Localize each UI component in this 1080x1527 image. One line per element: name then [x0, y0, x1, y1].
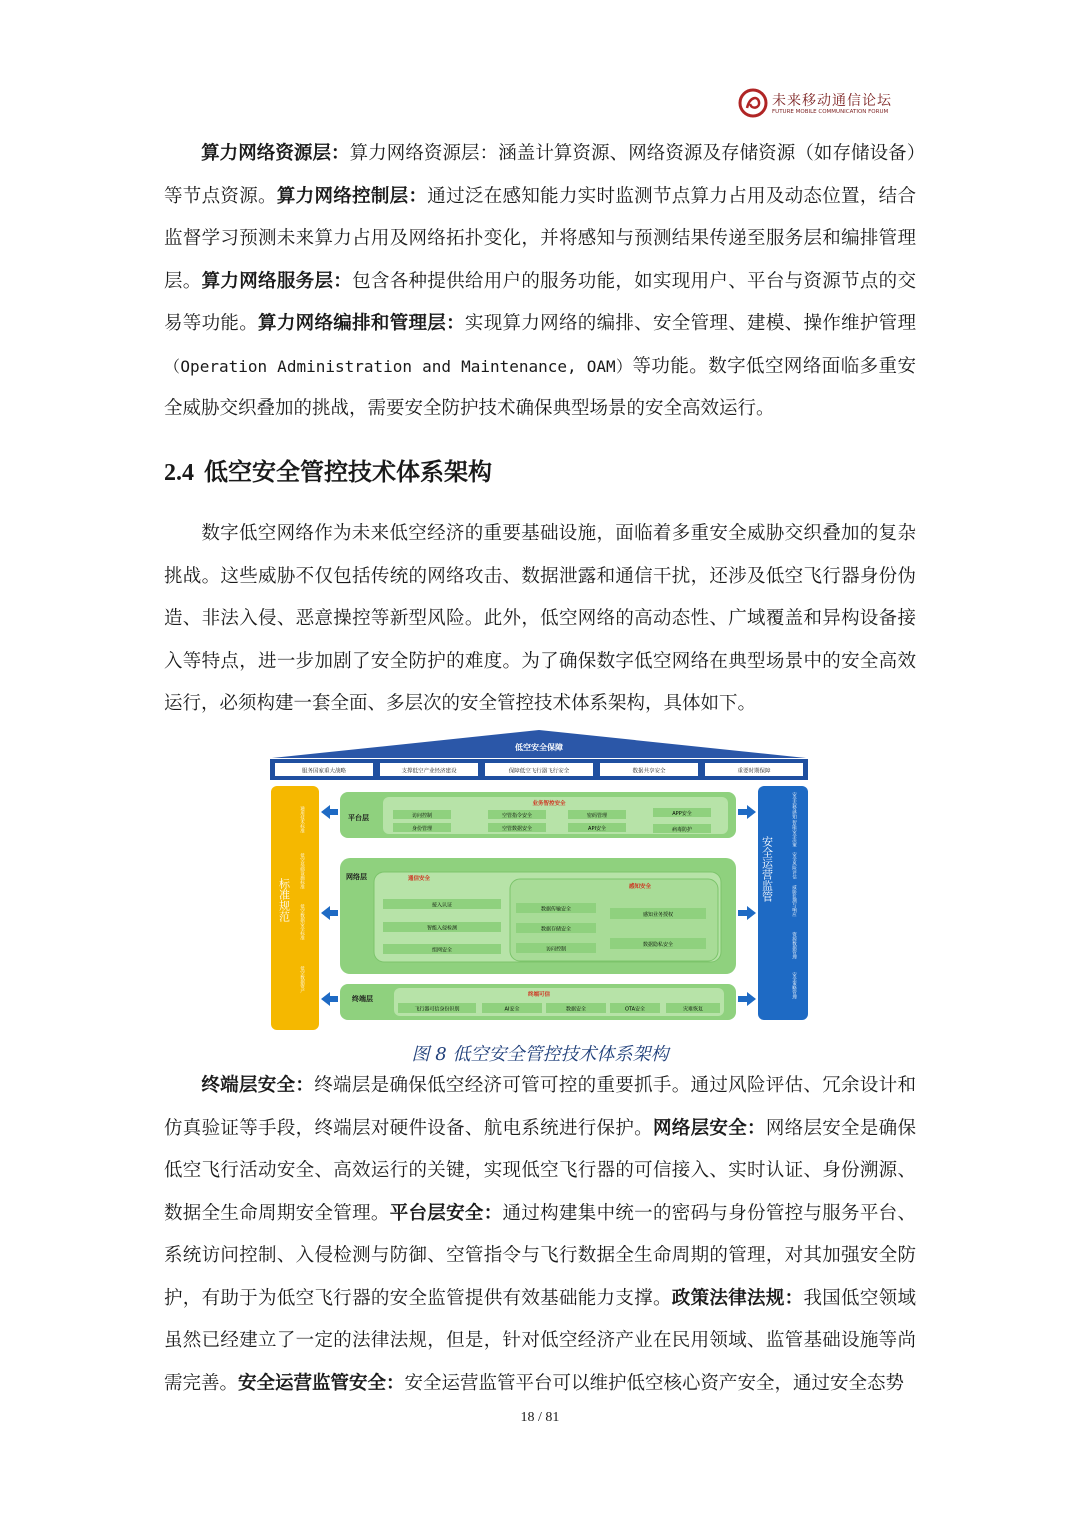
- arrows-right: [738, 805, 756, 1006]
- text-run: 安全运营监管平台可以维护低空核心资产安全，通过安全态势: [404, 1372, 905, 1394]
- terminal-items: [398, 1003, 720, 1013]
- right-small-text: 安全策略管理: [791, 972, 797, 999]
- roof-title: 低空安全保障: [515, 743, 563, 752]
- sense-item: 感知业务授权: [642, 912, 674, 918]
- paragraph-layer-security: [164, 1065, 916, 1405]
- sense-item: 数据隐私安全: [642, 942, 674, 948]
- section-number: 2.4: [164, 460, 194, 486]
- terminal-title: 终端可信: [527, 992, 551, 998]
- platform-title: 业务智控安全: [532, 801, 566, 807]
- terminal-item: AI安全: [504, 1006, 520, 1013]
- top-items: [275, 763, 803, 776]
- paragraph-architecture-intro: [164, 513, 916, 726]
- comm-security-title: 通信安全: [408, 876, 431, 882]
- left-small-text: 低空数据资产: [299, 966, 305, 993]
- data-item: 访问控制: [545, 946, 567, 953]
- section-heading: [164, 452, 492, 487]
- top-item: 重要时期保障: [737, 768, 771, 775]
- double-arrow-icon: [321, 992, 338, 1006]
- forum-logo-icon: [738, 88, 768, 118]
- arrows-left: [321, 805, 338, 1006]
- text-run: 算力网络资源层：涵盖计算资源、网络资源及存储资源（如存储设备）等节点资源。: [164, 143, 916, 207]
- sense-security-title: 感知安全: [628, 884, 652, 890]
- right-small-text: 安全态势感知: [791, 792, 797, 819]
- double-arrow-icon: [738, 992, 756, 1006]
- platform-layer-label: 平台层: [348, 814, 369, 822]
- comm-items: [383, 899, 501, 954]
- comm-item: 接入认证: [431, 902, 453, 909]
- terminal-item: 数据安全: [565, 1006, 587, 1013]
- top-item: 保障低空飞行器飞行安全: [508, 768, 570, 775]
- left-pillar-label: 标准规范: [277, 878, 291, 922]
- left-small-text: 低空基础设施标准: [299, 853, 305, 889]
- forum-logo: [738, 88, 898, 122]
- top-item: 支撑低空产业经济建设: [401, 768, 457, 775]
- text-run: 我国低空领域虽然已经建立了一定的法律法规，但是，针对低空经济产业在民用领域、监管基础设施等尚需完善。: [164, 1287, 916, 1394]
- architecture-diagram-svg: [268, 728, 810, 1034]
- term-platform-security: 平台层安全：: [389, 1202, 503, 1224]
- terminal-item: OTA安全: [624, 1006, 646, 1013]
- logo-text-en: FUTURE MOBILE COMMUNICATION FORUM: [772, 109, 889, 115]
- text-run: 通过构建集中统一的密码与身份管控与服务平台、系统访问控制、入侵检测与防御、空管指令与飞行数据全生命周期的管理，对其加强安全防护，有助于为低空飞行器的安全监管提供有效基础能力支撑。: [164, 1202, 916, 1309]
- term-control-layer: 算力网络控制层：: [276, 185, 428, 207]
- data-items: [516, 903, 596, 953]
- terminal-item: 飞行器可信身份识别: [414, 1006, 460, 1013]
- term-network-security: 网络层安全：: [652, 1117, 766, 1139]
- section-title-text: 低空安全管控技术体系架构: [204, 457, 492, 486]
- platform-item: 身份管理: [411, 826, 433, 832]
- platform-item: 访问控制: [411, 813, 433, 819]
- double-arrow-icon: [321, 906, 338, 920]
- right-pillar: [758, 786, 808, 1020]
- term-resource-layer: 算力网络资源层：: [201, 143, 350, 164]
- right-pillar-label: 安全运营监管: [760, 836, 774, 902]
- network-layer-label: 网络层: [346, 873, 367, 881]
- text-run-oam: （Operation Administration and Maintenance, OAM）: [164, 356, 633, 376]
- text-run: 实现算力网络的编排、安全管理、建模、操作维护管理: [464, 313, 916, 334]
- architecture-diagram: [268, 728, 810, 1034]
- left-small-text: 低空数据安全标准: [299, 904, 305, 940]
- terminal-item: 灾难恢复: [682, 1006, 704, 1013]
- term-service-layer: 算力网络服务层：: [201, 270, 353, 292]
- double-arrow-icon: [321, 805, 338, 819]
- right-small-text: 威胁监测与响应: [791, 885, 797, 917]
- comm-item: 智能入侵检测: [426, 925, 458, 932]
- platform-item: API安全: [588, 826, 606, 832]
- platform-item: 病毒防护: [671, 827, 693, 833]
- left-small-text: 通用技术标准: [299, 806, 305, 833]
- term-policy-law: 政策法律法规：: [671, 1287, 804, 1309]
- double-arrow-icon: [738, 906, 756, 920]
- figure-caption: 图 8 低空安全管控技术体系架构: [411, 1044, 669, 1065]
- term-orchestration-layer: 算力网络编排和管理层：: [258, 313, 465, 334]
- double-arrow-icon: [738, 805, 756, 819]
- paragraph-compute-network: [164, 133, 916, 431]
- text-run: 通过泛在感知能力实时监测节点算力占用及动态位置，结合监督学习预测未来算力占用及网络拓扑变化，并将感知与预测结果传递至服务层和编排管理层。: [164, 185, 916, 292]
- top-item: 服务国家重大战略: [301, 768, 347, 775]
- page-number: 18 / 81: [520, 1410, 560, 1425]
- text-run: 终端层是确保低空经济可管可控的重要抓手。通过风险评估、冗余设计和仿真验证等手段，终端层对硬件设备、航电系统进行保护。: [164, 1075, 916, 1139]
- right-small-text: 安全风险评估: [791, 852, 797, 879]
- right-small-text: 智能安全决策: [791, 820, 797, 847]
- text-run: 包含各种提供给用户的服务功能，如实现用户、平台与资源节点的交易等功能。: [164, 270, 916, 334]
- comm-item: 组网安全: [431, 947, 453, 954]
- text-run: 数字低空网络作为未来低空经济的重要基础设施，面临着多重安全威胁交织叠加的复杂挑战。这些威胁不仅包括传统的网络攻击、数据泄露和通信干扰，还涉及低空飞行器身份伪造、非法入侵、恶意操控等新型风险。此外，低空网络的高动态性、广域覆盖和异构设备接入等特点，进一步加剧了安全防护的难度。为了确保数字低空网络在典型场景中的安全高效运行，必须构建一套全面、多层次的安全管控技术体系架构，具体如下。: [164, 523, 916, 714]
- platform-item: 空管数据安全: [501, 826, 533, 832]
- terminal-layer-label: 终端层: [352, 995, 373, 1003]
- data-item: 数据存储安全: [540, 926, 572, 933]
- logo-text-cn: 未来移动通信论坛: [772, 93, 892, 109]
- term-terminal-security: 终端层安全：: [201, 1075, 315, 1096]
- platform-item: APP安全: [672, 811, 692, 817]
- right-small-text: 资源数据管理: [791, 932, 797, 959]
- platform-item: 密码管理: [586, 813, 608, 819]
- text-run: 等功能。数字低空网络面临多重安全威胁交织叠加的挑战，需要安全防护技术确保典型场景的安全高效运行。: [164, 355, 916, 419]
- top-item: 数据共享安全: [632, 768, 666, 775]
- platform-item: 空管指令安全: [501, 813, 533, 819]
- term-ops-supervision: 安全运营监管安全：: [238, 1372, 405, 1394]
- text-run: 网络层安全是确保低空飞行活动安全、高效运行的关键，实现低空飞行器的可信接入、实时认证、身份溯源、数据全生命周期安全管理。: [164, 1117, 916, 1224]
- data-item: 数据传输安全: [540, 906, 572, 913]
